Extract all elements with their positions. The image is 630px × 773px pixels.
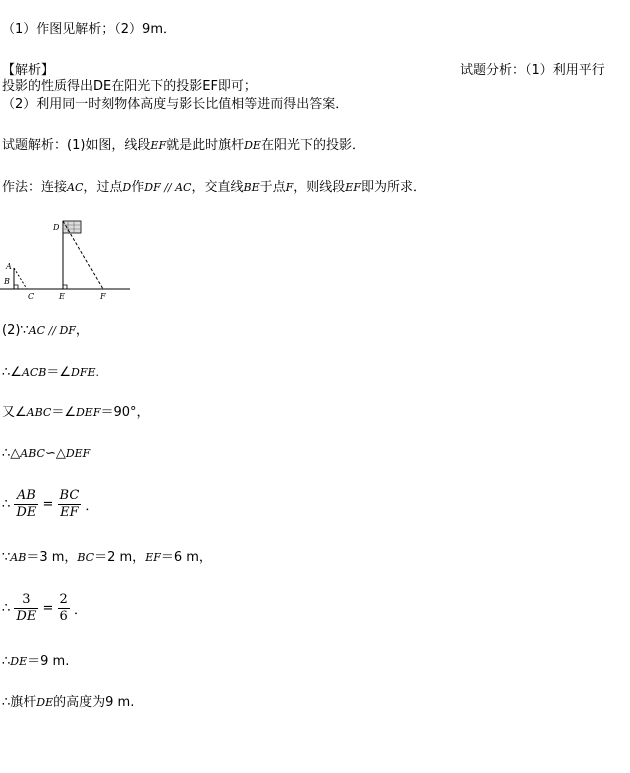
- label-a: A: [6, 262, 12, 271]
- step-right-angles: 又∠ABC＝∠DEF＝90°，: [2, 405, 150, 420]
- projection-figure: [0, 214, 135, 304]
- step-ratio: ∴ $\frac{AB}{DE}$ = $\frac{BC}{EF}$ ．: [2, 488, 99, 520]
- fraction-3-de: $\frac{3}{DE}$: [16, 592, 37, 624]
- answer-line: （1）作图见解析；（2）9m．: [2, 22, 176, 37]
- fraction-bc-ef: $\frac{BC}{EF}$: [59, 488, 80, 520]
- method-line: 作法：连接AC，过点D作DF // AC，交直线BE于点F，则线段EF即为所求．: [2, 180, 426, 195]
- analysis-heading: 试题分析：（1）利用平行: [460, 63, 605, 78]
- step-de-result: ∴DE＝9 m.: [2, 654, 70, 669]
- solution-line: 试题解析：(1)如图，线段EF就是此时旗杆DE在阳光下的投影．: [2, 138, 365, 153]
- step-parallel: (2)∵AC // DF，: [2, 323, 89, 338]
- step-similar: ∴△ABC∽△DEF: [2, 446, 91, 461]
- analysis-text-1: 投影的性质得出DE在阳光下的投影EF即可；: [2, 79, 257, 94]
- fraction-2-6: $\frac{2}{6}$: [59, 592, 68, 624]
- fraction-ab-de: $\frac{AB}{DE}$: [16, 488, 37, 520]
- step-angles-equal: ∴∠ACB＝∠DFE.: [2, 365, 100, 380]
- analysis-text-2: （2）利用同一时刻物体高度与影长比值相等进而得出答案．: [2, 97, 349, 112]
- label-e: E: [59, 292, 65, 301]
- step-conclusion: ∴旗杆DE的高度为9 m.: [2, 695, 135, 710]
- label-c: C: [28, 292, 35, 301]
- step-given-lengths: ∵AB＝3 m，BC＝2 m，EF＝6 m，: [2, 550, 212, 565]
- step-substitute: ∴ $\frac{3}{DE}$ = $\frac{2}{6}$ ．: [2, 592, 87, 624]
- label-d: D: [53, 223, 60, 232]
- analysis-tag: 【解析】: [2, 63, 55, 78]
- label-b: B: [4, 277, 10, 286]
- label-f: F: [100, 292, 106, 301]
